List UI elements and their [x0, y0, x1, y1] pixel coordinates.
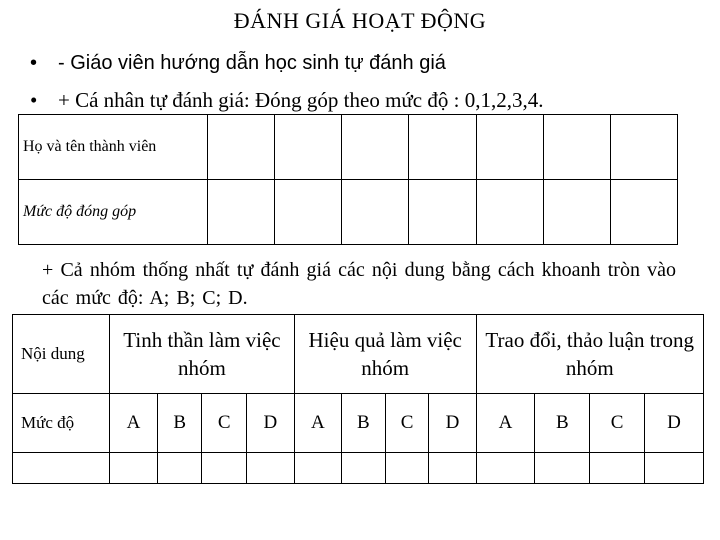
bullet-item	[30, 52, 446, 75]
table-cell[interactable]	[590, 453, 645, 484]
table-row	[13, 315, 704, 394]
table-row	[19, 115, 678, 180]
table-cell[interactable]	[342, 115, 409, 180]
contribution-level-header: Mức độ đóng góp	[19, 180, 208, 245]
table-cell[interactable]	[202, 453, 247, 484]
criterion-header: Hiệu quả làm việc nhóm	[294, 315, 476, 394]
level-header: Mức độ	[13, 394, 110, 453]
table-cell[interactable]	[644, 453, 703, 484]
level-option[interactable]: D	[246, 394, 294, 453]
table-cell[interactable]	[543, 115, 610, 180]
table-cell[interactable]	[409, 180, 476, 245]
level-option[interactable]: A	[110, 394, 158, 453]
table-cell[interactable]	[610, 115, 677, 180]
table-cell[interactable]	[341, 453, 385, 484]
level-option[interactable]: C	[202, 394, 247, 453]
level-option[interactable]: B	[535, 394, 590, 453]
table-cell[interactable]	[13, 453, 110, 484]
table-row	[13, 394, 704, 453]
table-cell[interactable]	[208, 180, 275, 245]
table-cell[interactable]	[429, 453, 476, 484]
bullet-text: - Giáo viên hướng dẫn học sinh tự đánh giá	[58, 52, 446, 74]
bullet-icon: •	[30, 88, 38, 112]
content-header: Nội dung	[13, 315, 110, 394]
criterion-header: Trao đổi, thảo luận trong nhóm	[476, 315, 704, 394]
table-cell[interactable]	[409, 115, 476, 180]
level-option[interactable]: B	[157, 394, 202, 453]
table-cell[interactable]	[275, 115, 342, 180]
table-cell[interactable]	[535, 453, 590, 484]
table-cell[interactable]	[476, 180, 543, 245]
table-cell[interactable]	[342, 180, 409, 245]
level-option[interactable]: D	[644, 394, 703, 453]
level-option[interactable]: A	[294, 394, 341, 453]
table-cell[interactable]	[385, 453, 429, 484]
table-cell[interactable]	[275, 180, 342, 245]
table-cell[interactable]	[610, 180, 677, 245]
table-cell[interactable]	[208, 115, 275, 180]
group-evaluation-table	[12, 314, 704, 484]
bullet-icon: •	[30, 52, 38, 74]
level-option[interactable]: C	[590, 394, 645, 453]
level-option[interactable]: C	[385, 394, 429, 453]
level-option[interactable]: B	[341, 394, 385, 453]
table-row	[13, 453, 704, 484]
page-title: ĐÁNH GIÁ HOẠT ĐỘNG	[233, 8, 487, 33]
table-cell[interactable]	[246, 453, 294, 484]
table-cell[interactable]	[476, 453, 535, 484]
bullet-text: + Cá nhân tự đánh giá: Đóng góp theo mức độ : 0,1,2,3,4.	[58, 88, 544, 112]
table-cell[interactable]	[543, 180, 610, 245]
criterion-header: Tinh thần làm việc nhóm	[110, 315, 295, 394]
table-cell[interactable]	[294, 453, 341, 484]
table-cell[interactable]	[110, 453, 158, 484]
bullet-item	[30, 88, 543, 113]
member-contribution-table	[18, 114, 678, 245]
table-row	[19, 180, 678, 245]
table-cell[interactable]	[157, 453, 202, 484]
group-instruction: + Cả nhóm thống nhất tự đánh giá các nội dung bằng cách khoanh tròn vào các mức độ: A; B; C; D.	[42, 259, 676, 309]
table-cell[interactable]	[476, 115, 543, 180]
level-option[interactable]: D	[429, 394, 476, 453]
level-option[interactable]: A	[476, 394, 535, 453]
member-name-header: Họ và tên thành viên	[19, 115, 208, 180]
